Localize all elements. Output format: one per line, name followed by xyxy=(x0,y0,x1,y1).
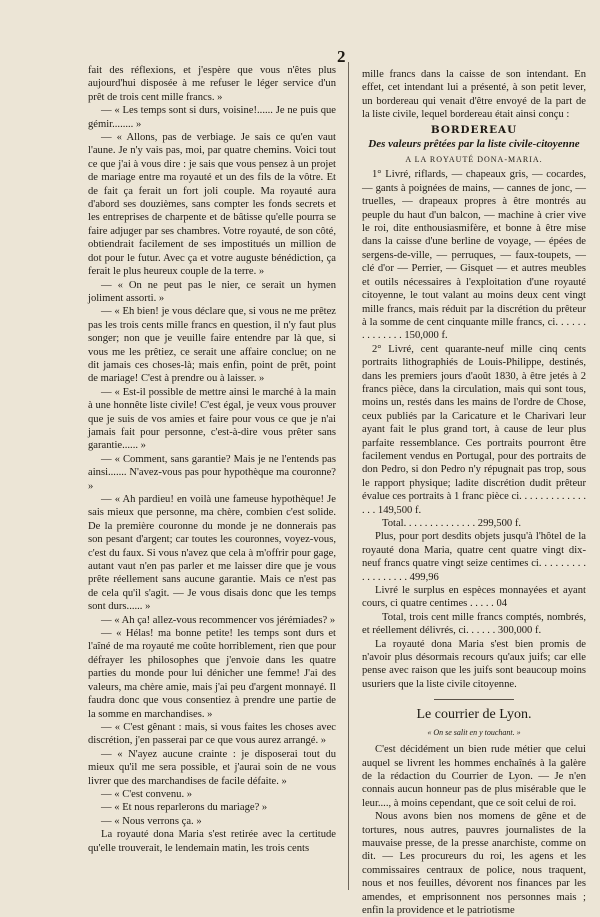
paragraph: — « Et nous reparlerons du mariage? » xyxy=(101,802,268,814)
paragraph: — « C'est convenu. » xyxy=(101,788,193,800)
article-title: Le courrier de Lyon. xyxy=(416,707,532,723)
paragraph: — « Nous verrons ça. » xyxy=(101,815,202,827)
paragraph: — « Hélas! ma bonne petite! les temps sont durs et l'aîné de ma royauté me coûte horriblement, rien que pour défrayer les philosophes que j'envoie dans les quatre parties du monde pour lui dénicher une femme! J'ai des valeurs, ma chère amie, mais j'ai peu d'argent monnayé. Il faudra donc que vous consentiez à prendre une partie de la somme en marchandises. » xyxy=(88,628,336,720)
paragraph: — « Ah ça! allez-vous recommencer vos jérémiades? » xyxy=(101,614,336,626)
paragraph: — « Ah pardieu! en voilà une fameuse hypothèque! Je sais mieux que personne, ma chère, combien c'est solide. De la première couronne du monde je ne donnerais pas son pesant d'argent; car toutes les couronnes, voyez-vous, c'est du faux. Si vous n'avez que cela à m'offrir pour gage, autant vaut n'en pas parler et me laisser dire que je vous prête réellement sans aucune garantie. Mais ce n'est pas de cela qu'il s'agit. — Je vous disais donc que les temps sont durs...... » xyxy=(88,494,336,613)
paragraph: — « Les temps sont si durs, voisine!...... Je ne puis que gémir........ » xyxy=(88,105,336,130)
bordereau-subtitle: A LA ROYAUTÉ DONA-MARIA. xyxy=(405,155,543,165)
paragraph: La royauté dona Maria s'est bien promis de n'avoir plus désormais recours qu'aux juifs; car elle pense avec raison que les juifs sont beaucoup moins usuriers que la liste civile citoyenne. xyxy=(362,638,586,690)
paragraph: — « On ne peut pas le nier, ce serait un hymen joliment assorti. » xyxy=(88,279,336,304)
paragraph: La royauté dona Maria s'est retirée avec la certitude qu'elle trouverait, le lendemain matin, les trois cents xyxy=(88,829,336,854)
paragraph: — « Est-il possible de mettre ainsi le marché à la main à une honnête liste civile! C'est égal, je veux vous prouver que je suis de vos amies et faire pour vous ce que je n'ai jamais fait pour personne, c'est-à-dire vous prêter sans garantie...... » xyxy=(88,386,336,452)
paragraph: C'est décidément un bien rude métier que celui auquel se livrent les hommes enchaînés à la galère de la rédaction du Courrier de Lyon. — Je n'en connais aucun honneur pas de plus misérable que le leur...., à moins cependant, que ce soit celui de roi. xyxy=(362,744,586,809)
bordereau-total: Total, trois cent mille francs comptés, nombrés, et réellement délivrés, ci. . . . . . 300,000 f. xyxy=(362,611,586,637)
left-column xyxy=(88,64,336,855)
paragraph: mille francs dans la caisse de son intendant. En effet, cet intendant lui a présenté, à son petit lever, un bordereau qui venait d'être envoyé de la part de la liste civile, lequel bordereau était ainsi conçu : xyxy=(362,69,586,121)
bordereau-title: Des valeurs prêtées par la liste civile-citoyenne xyxy=(368,138,580,151)
paragraph: — « Allons, pas de verbiage. Je sais ce qu'en vaut l'aune. Je n'y vais pas, moi, par quatre chemins. Voici tout ce que j'ai à vous dire : je sais que vous pensez à un projet de mariage entre ma royauté et un des fils de la vôtre. Et de fait ça ferait un fort joli couple. Ma royauté aura d'abord ses douzièmes, sans compter les fonds secrets et les entreprises de charpente et de bâtisse qu'elle pourra se faire adjuger par ses chambres. Votre royauté, de son côté, obtiendrait facilement de ses impostitués un million de dot pour le futur. Avec ça et votre auguste bénédiction, ça ferait le plus heureux couple de la terre. » xyxy=(88,132,336,278)
paragraph: Nous avons bien nos momens de gêne et de tortures, nous autres, pauvres journalistes de la mauvaise presse, de la presse anarchiste, comme on dit. — Les procureurs du roi, les agens et les commissaires centraux de police, nous traquent, nous et nos feuilles, dévorent nos finances par les amendes, et emprisonnent nos personnes mais ; enfin la providence et le patriotisme xyxy=(362,811,586,916)
bordereau-total: Total. . . . . . . . . . . . . . 299,500 f. xyxy=(382,518,522,529)
page-number: 2 xyxy=(337,47,346,66)
paragraph: — « C'est gênant : mais, si vous faites les choses avec discrétion, j'en passerai par ce que vous aurez arrangé. » xyxy=(88,721,336,747)
paragraph: — « Eh bien! je vous déclare que, si vous ne me prêtez pas les trois cents mille francs en question, il n'y faut plus songer; non que je veuille faire entendre par là que, si vous me les prêtiez, ce serait une affaire conclue; on ne dit jamais ces choses-là; mais enfin, point de prêt, point de mariage! C'est à prendre ou à laisser. » xyxy=(88,306,336,385)
bordereau-heading: BORDEREAU xyxy=(430,123,518,136)
bordereau-item: 1° Livré, riflards, — chapeaux gris, — cocardes, — gants à poignées de mains, — cannes de jonc, — truelles, — drapeaux propres à être montrés au peuple du haut d'un balcon, — machine à crier vive le roi, dite enthousiasmifère, et bonne à être mise dans la caisse d'une berline de voyage, — épées de sergens-de-ville, — perruques, — faux-toupets, — clé d'or — Perrier, — Gisquet — et autres meubles et outils nécessaires à l'exploitation d'une royauté citoyenne, le tout valant au moins deux cent vingt mille francs, mais réduit par la discrétion du prêteur à la somme de cent cinquante mille francs, ci. . . . . . . . . . . . . . 150,000 f. xyxy=(362,169,586,342)
right-column xyxy=(362,68,586,917)
paragraph: — « N'ayez aucune crainte : je disposerai tout du mieux qu'il me sera possible, et j'aurai soin de ne vous livrer que des marchandises de facile défaite. » xyxy=(88,748,336,787)
bordereau-surplus: Livré le surplus en espèces monnayées et ayant cours, ci quatre centimes . . . . . 04 xyxy=(362,585,586,610)
bordereau-plus: Plus, pour port desdits objets jusqu'à l'hôtel de la royauté dona Maria, quatre cent quatre vingt dix-neuf francs quatre vingt seize centimes ci. . . . . . . . . . . . . . . . . . 499,96 xyxy=(362,531,586,583)
paragraph: — « Comment, sans garantie? Mais je ne l'entends pas ainsi....... N'avez-vous pas pour hypothèque ma couronne? » xyxy=(88,453,336,492)
bordereau-item: 2° Livré, cent quarante-neuf mille cinq cents portraits lithographiés de Louis-Philippe, destinés, dans les premiers jours d'août 1830, à être jetés à 2 francs pièce, dans la circulation, mais qui sont tous, moins un, restés dans les mains de l'ordre de Chose, ceux publiés par la Caricature et le Charivari leur ayant fait le plus grand tort, à cause de leur plus parfaite ressemblance. Ces portraits pourront être facilement vendus en Portugal, pour des portraits de don Pedro, si don Pedro n'y répugnait pas trop, sous le rapport physique; ladite discrétion dudit prêteur évalue ces portraits à 1 franc pièce ci. . . . . . . . . . . . . . . . 149,500 f. xyxy=(362,343,586,516)
article-epigraph: « On se salit en y touchant. » xyxy=(427,727,521,737)
column-divider xyxy=(348,62,349,890)
paragraph: fait des réflexions, et j'espère que vous n'êtes plus aujourd'hui disposée à me refuser le léger service d'un prêt de trois cent mille francs. » xyxy=(88,65,336,103)
section-divider xyxy=(434,699,514,700)
